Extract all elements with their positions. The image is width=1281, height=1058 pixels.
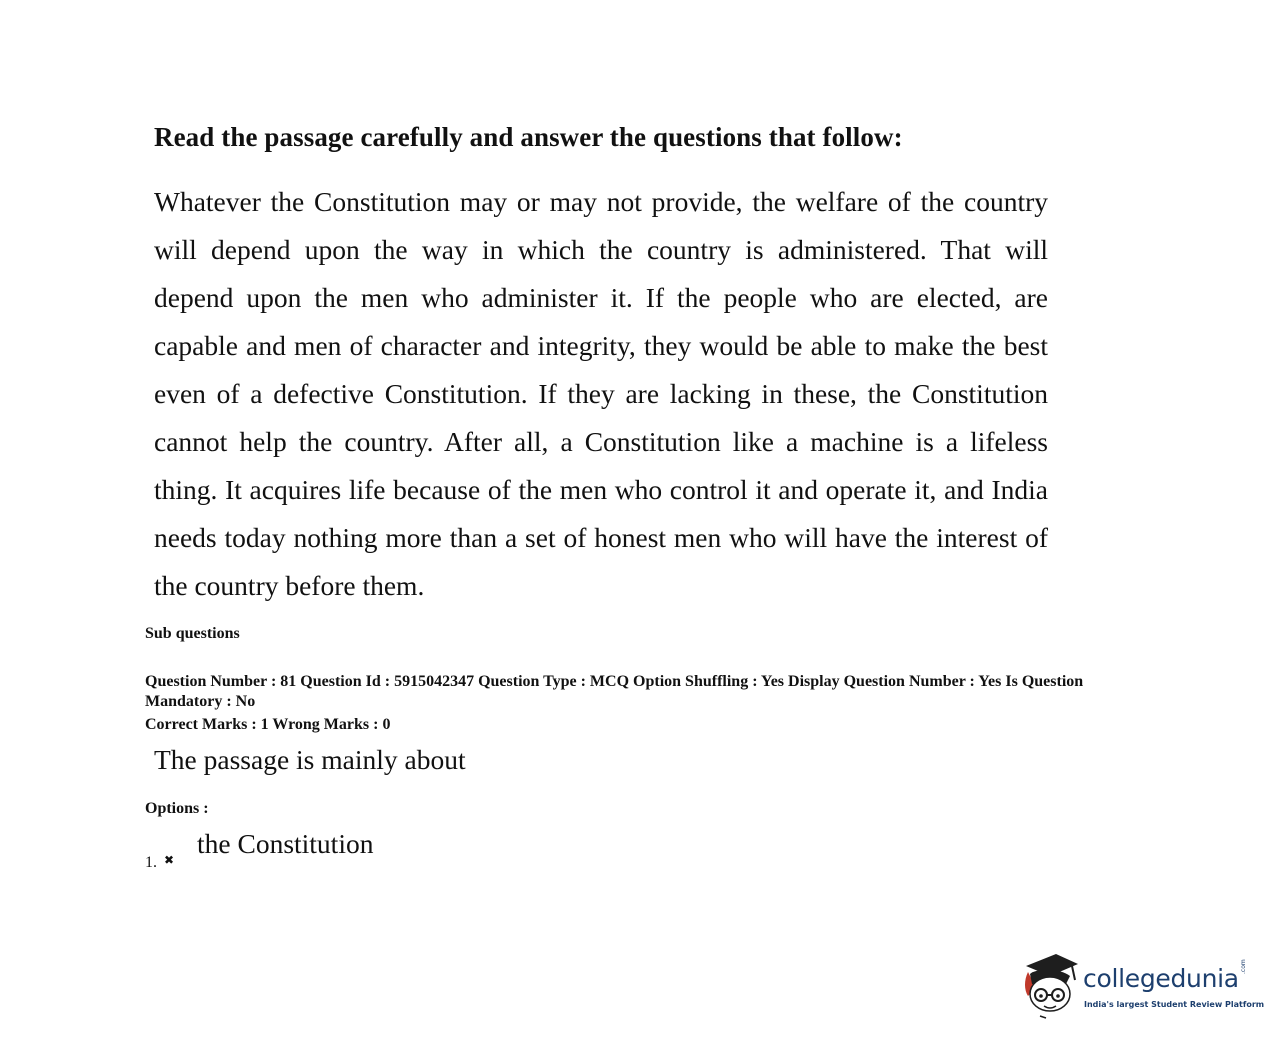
question-text: The passage is mainly about [154, 744, 466, 775]
passage-line: even of a defective Constitution. If they are lacking in these, the Constitution [154, 378, 1048, 409]
options-label: Options : [145, 800, 209, 817]
passage-line: capable and men of character and integrity, they would be able to make the best [154, 330, 1048, 361]
logo-suffix: .com [1240, 959, 1247, 974]
logo-wordmark: collegedunia [1083, 964, 1239, 993]
passage-line: depend upon the men who administer it. If the people who are elected, are [154, 282, 1048, 313]
passage-line: will depend upon the way in which the country is administered. That will [154, 234, 1048, 265]
question-meta-info: Question Number : 81 Question Id : 5915042347 Question Type : MCQ Option Shuffling : Yes Display Question Number : Yes Is Question Mandatory : No [145, 673, 1084, 710]
passage-line: needs today nothing more than a set of honest men who will have the interest of [154, 522, 1048, 553]
logo-tagline: India's largest Student Review Platform [1084, 1000, 1265, 1009]
passage-line: cannot help the country. After all, a Constitution like a machine is a lifeless [154, 426, 1048, 457]
passage-instruction-heading: Read the passage carefully and answer the questions that follow: [154, 122, 903, 152]
passage-line: thing. It acquires life because of the men who control it and operate it, and India [154, 474, 1048, 505]
question-meta [145, 672, 1105, 735]
cross-icon: ✖ [164, 853, 175, 867]
passage-line: the country before them. [154, 570, 425, 601]
option-number: 1. [145, 854, 157, 871]
passage-line: Whatever the Constitution may or may not provide, the welfare of the country [154, 186, 1048, 217]
student-mascot-icon [1020, 950, 1082, 1020]
option-text: the Constitution [197, 828, 374, 859]
sub-questions-label: Sub questions [145, 625, 240, 642]
question-marks: Correct Marks : 1 Wrong Marks : 0 [145, 716, 391, 733]
collegedunia-logo [1020, 950, 1265, 1020]
passage [154, 178, 1048, 610]
